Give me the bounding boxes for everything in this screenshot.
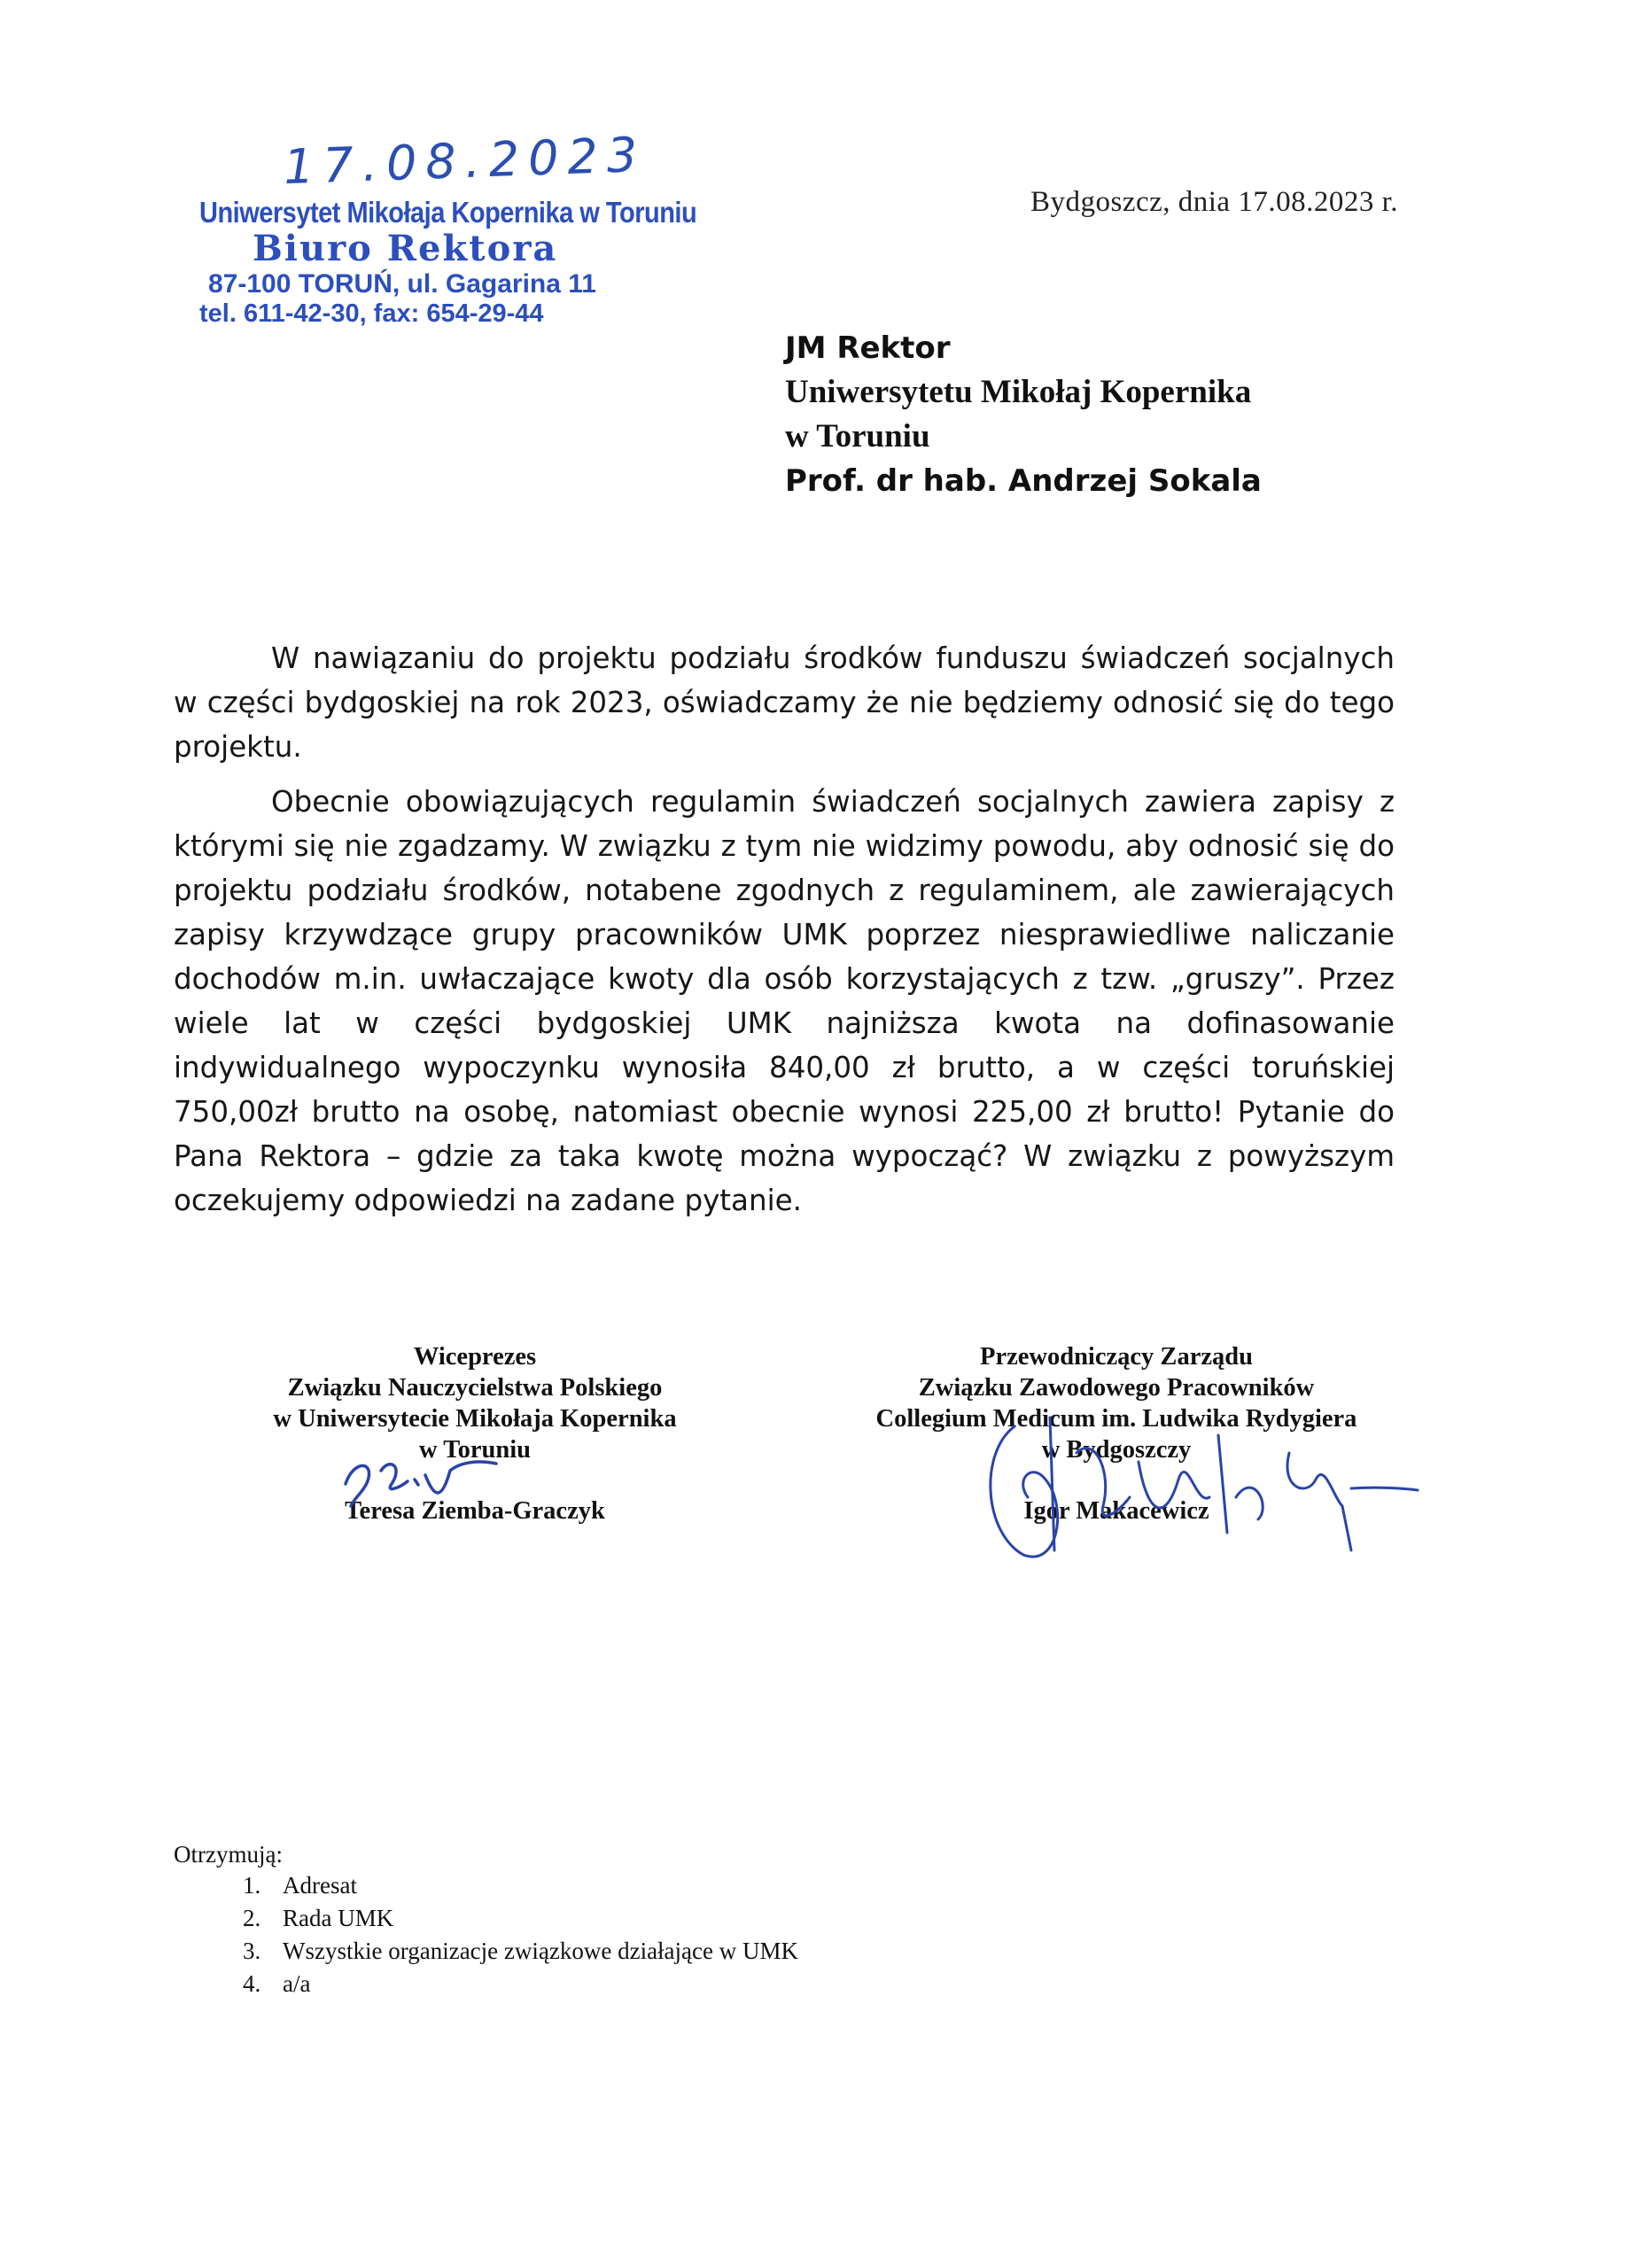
signer-title: Przewodniczący Zarządu: [980, 1343, 1253, 1371]
place-date: Bydgoszcz, dnia 17.08.2023 r.: [1030, 186, 1398, 218]
distribution-items: [174, 1869, 798, 2000]
recipient-line: JM Rektor: [785, 330, 951, 366]
list-item: 1. Adresat: [267, 1869, 798, 1902]
recipient-line: w Toruniu: [785, 418, 930, 454]
signer-title: Wiceprezes: [413, 1343, 537, 1371]
signer-organization: w Uniwersytecie Mikołaja Kopernika: [273, 1405, 677, 1433]
signer-organization: Związku Zawodowego Pracowników: [918, 1374, 1315, 1402]
signer-organization: w Toruniu: [419, 1436, 531, 1464]
body-paragraph: W nawiązaniu do projektu podziału środków funduszu świadczeń socjalnych w części bydgoskiej na rok 2023, oświadczamy że nie będziemy odnosić się do tego projektu.: [174, 641, 1395, 764]
body-paragraph: Obecnie obowiązujących regulamin świadczeń socjalnych zawiera zapisy z którymi się nie zgadzamy. W związku z tym nie widzimy powodu, aby odnosić się do projektu podziału środków, notabene zgodnych z regulaminem, ale zawierających zapisy krzywdzące grupy pracowników UMK poprzez niesprawiedliwe naliczanie dochodów m.in. uwłaczające kwoty dla osób korzystających z tzw. „gruszy”. Przez wiele lat w części bydgoskiej UMK najniższa kwota na dofinasowanie indywidualnego wypoczynku wynosiła 840,00 zł brutto, a w części toruńskiej 750,00zł brutto na osobę, natomiast obecnie wynosi 225,00 zł brutto! Pytanie do Pana Rektora – gdzie za taka kwotę można wypocząć? W związku z powyższym oczekujemy odpowiedzi na zadane pytanie.: [174, 785, 1395, 1217]
signer-name: Igor Makacewicz: [1023, 1497, 1209, 1525]
distribution-label: Otrzymują:: [174, 1841, 283, 1868]
signer-organization: Collegium Medicum im. Ludwika Rydygiera: [875, 1405, 1357, 1433]
stamp-university: Uniwersytet Mikołaja Kopernika w Toruniu: [199, 197, 697, 229]
list-item: 4. a/a: [267, 1968, 798, 2000]
signer-name: Teresa Ziemba-Graczyk: [345, 1497, 605, 1525]
distribution-list: [174, 1839, 798, 2000]
letter-body: [174, 636, 1395, 1233]
stamp-phone: tel. 611-42-30, fax: 654-29-44: [199, 299, 544, 328]
handwritten-received-date: 17.08.2023: [283, 126, 648, 196]
list-item: 2. Rada UMK: [267, 1902, 798, 1935]
handwritten-signature-right: [961, 1400, 1422, 1568]
recipient-line: Prof. dr hab. Andrzej Sokala: [785, 463, 1262, 499]
list-item: 3. Wszystkie organizacje związkowe działające w UMK: [267, 1935, 798, 1968]
stamp-office: Biuro Rektora: [253, 228, 558, 269]
signer-organization: w Bydgoszczy: [1041, 1436, 1192, 1464]
received-stamp: [199, 197, 697, 329]
stamp-address: 87-100 TORUŃ, ul. Gagarina 11: [208, 269, 596, 299]
signer-organization: Związku Nauczycielstwa Polskiego: [287, 1374, 663, 1402]
recipient-block: [785, 326, 1262, 503]
recipient-line: Uniwersytetu Mikołaj Kopernika: [785, 374, 1252, 410]
handwritten-signature-left: [337, 1444, 505, 1515]
